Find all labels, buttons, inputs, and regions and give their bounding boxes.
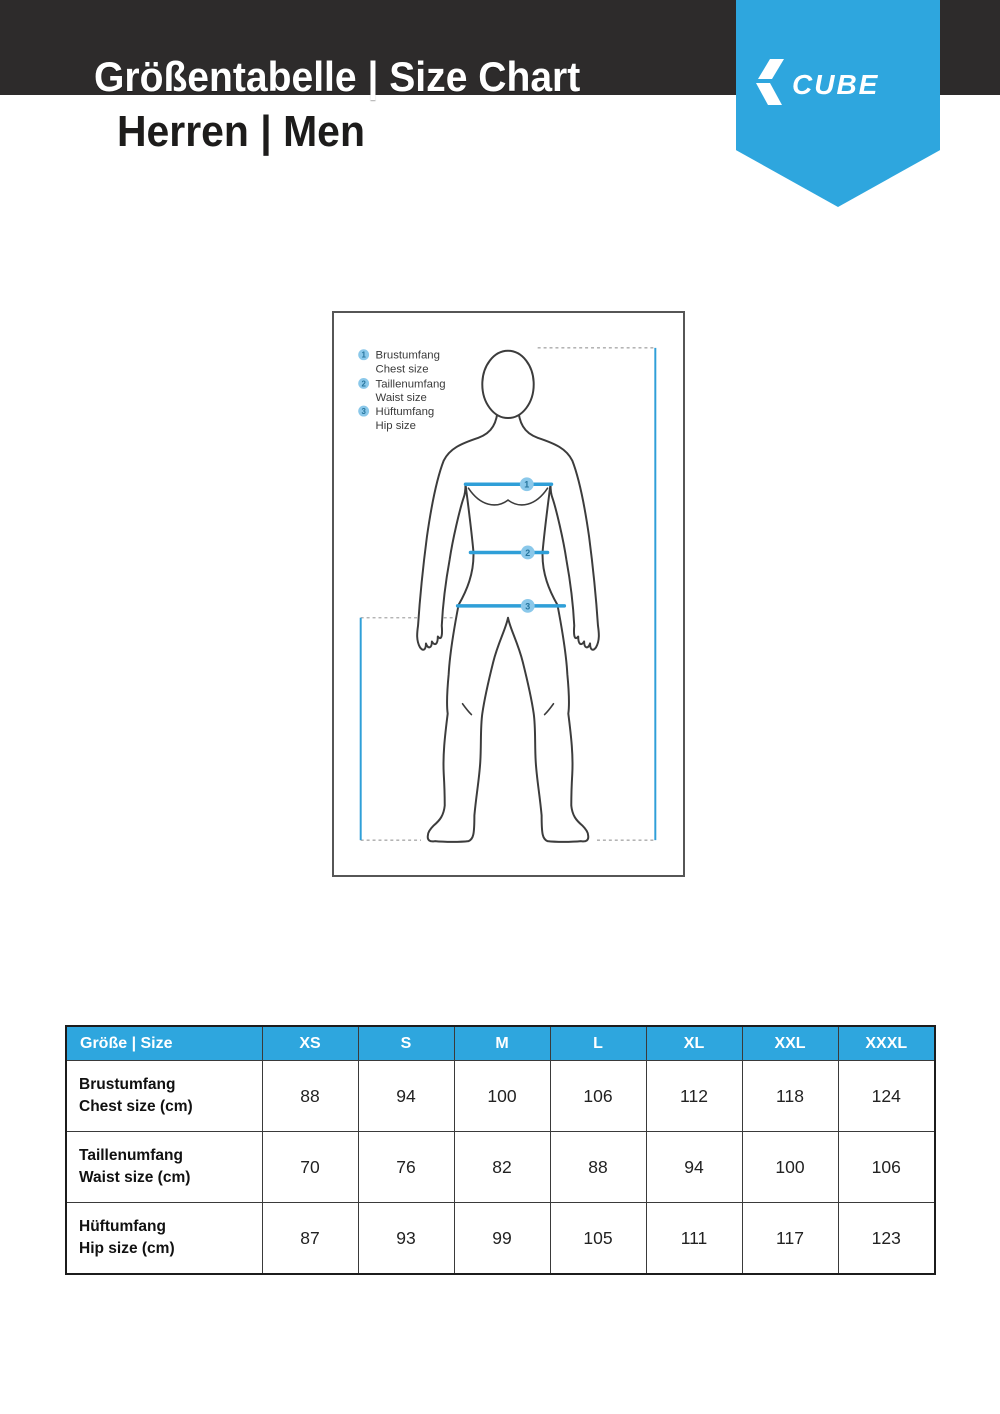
row-label-waist-en: Waist size (cm): [79, 1169, 191, 1186]
waist-s: 76: [358, 1132, 454, 1203]
size-table-header-row: [66, 1026, 935, 1061]
chest-xl: 112: [646, 1061, 742, 1132]
row-label-hip: [66, 1203, 262, 1275]
legend-number-1: 1: [361, 350, 366, 360]
hip-xxl: 117: [742, 1203, 838, 1275]
table-row-waist: [66, 1132, 935, 1203]
hip-l: 105: [550, 1203, 646, 1275]
legend-chest-de: Brustumfang: [375, 349, 440, 362]
waist-xxxl: 106: [838, 1132, 935, 1203]
measurement-diagram: [332, 311, 685, 877]
legend-waist-de: Taillenumfang: [375, 378, 446, 391]
row-label-hip-en: Hip size (cm): [79, 1240, 175, 1257]
chest-l: 106: [550, 1061, 646, 1132]
legend-hip-de: Hüftumfang: [375, 406, 435, 419]
waist-xxl: 100: [742, 1132, 838, 1203]
header-size-label: Größe | Size: [66, 1026, 262, 1061]
legend-number-2: 2: [361, 379, 366, 389]
row-label-waist: [66, 1132, 262, 1203]
waist-l: 88: [550, 1132, 646, 1203]
brand-ribbon: [736, 0, 940, 207]
chest-xs: 88: [262, 1061, 358, 1132]
hip-marker-number: 3: [525, 601, 531, 612]
chest-xxl: 118: [742, 1061, 838, 1132]
size-table: [65, 1025, 936, 1275]
legend-chest-en: Chest size: [375, 363, 429, 376]
chest-marker-number: 1: [524, 479, 530, 490]
row-label-chest-en: Chest size (cm): [79, 1098, 193, 1115]
legend-waist-en: Waist size: [375, 392, 427, 405]
hip-xxxl: 123: [838, 1203, 935, 1275]
hip-xl: 111: [646, 1203, 742, 1275]
chest-s: 94: [358, 1061, 454, 1132]
header-l: L: [550, 1026, 646, 1061]
row-label-hip-de: Hüftumfang: [79, 1217, 166, 1235]
diagram-legend: [358, 349, 445, 432]
row-label-chest: [66, 1061, 262, 1132]
head-outline: [482, 351, 533, 418]
waist-marker-number: 2: [525, 547, 531, 558]
header-xl: XL: [646, 1026, 742, 1061]
page-subtitle: Herren | Men: [117, 107, 365, 156]
body-outline: [417, 406, 599, 842]
cube-logo: [752, 59, 924, 105]
page-title: Größentabelle | Size Chart: [94, 53, 581, 100]
header-m: M: [454, 1026, 550, 1061]
chest-m: 100: [454, 1061, 550, 1132]
legend-number-3: 3: [361, 407, 366, 417]
brand-wordmark: CUBE: [792, 69, 880, 100]
table-row-chest: [66, 1061, 935, 1132]
waist-xs: 70: [262, 1132, 358, 1203]
chest-xxxl: 124: [838, 1061, 935, 1132]
table-row-hip: [66, 1203, 935, 1275]
waist-m: 82: [454, 1132, 550, 1203]
legend-hip-en: Hip size: [375, 419, 416, 432]
row-label-chest-de: Brustumfang: [79, 1075, 176, 1093]
hip-xs: 87: [262, 1203, 358, 1275]
row-label-waist-de: Taillenumfang: [79, 1146, 183, 1164]
hip-s: 93: [358, 1203, 454, 1275]
header-xxxl: XXXL: [838, 1026, 935, 1061]
cube-mark-icon: [756, 59, 784, 105]
header-s: S: [358, 1026, 454, 1061]
header-xxl: XXL: [742, 1026, 838, 1061]
waist-xl: 94: [646, 1132, 742, 1203]
body-figure-illustration: [334, 313, 683, 875]
hip-m: 99: [454, 1203, 550, 1275]
header-xs: XS: [262, 1026, 358, 1061]
